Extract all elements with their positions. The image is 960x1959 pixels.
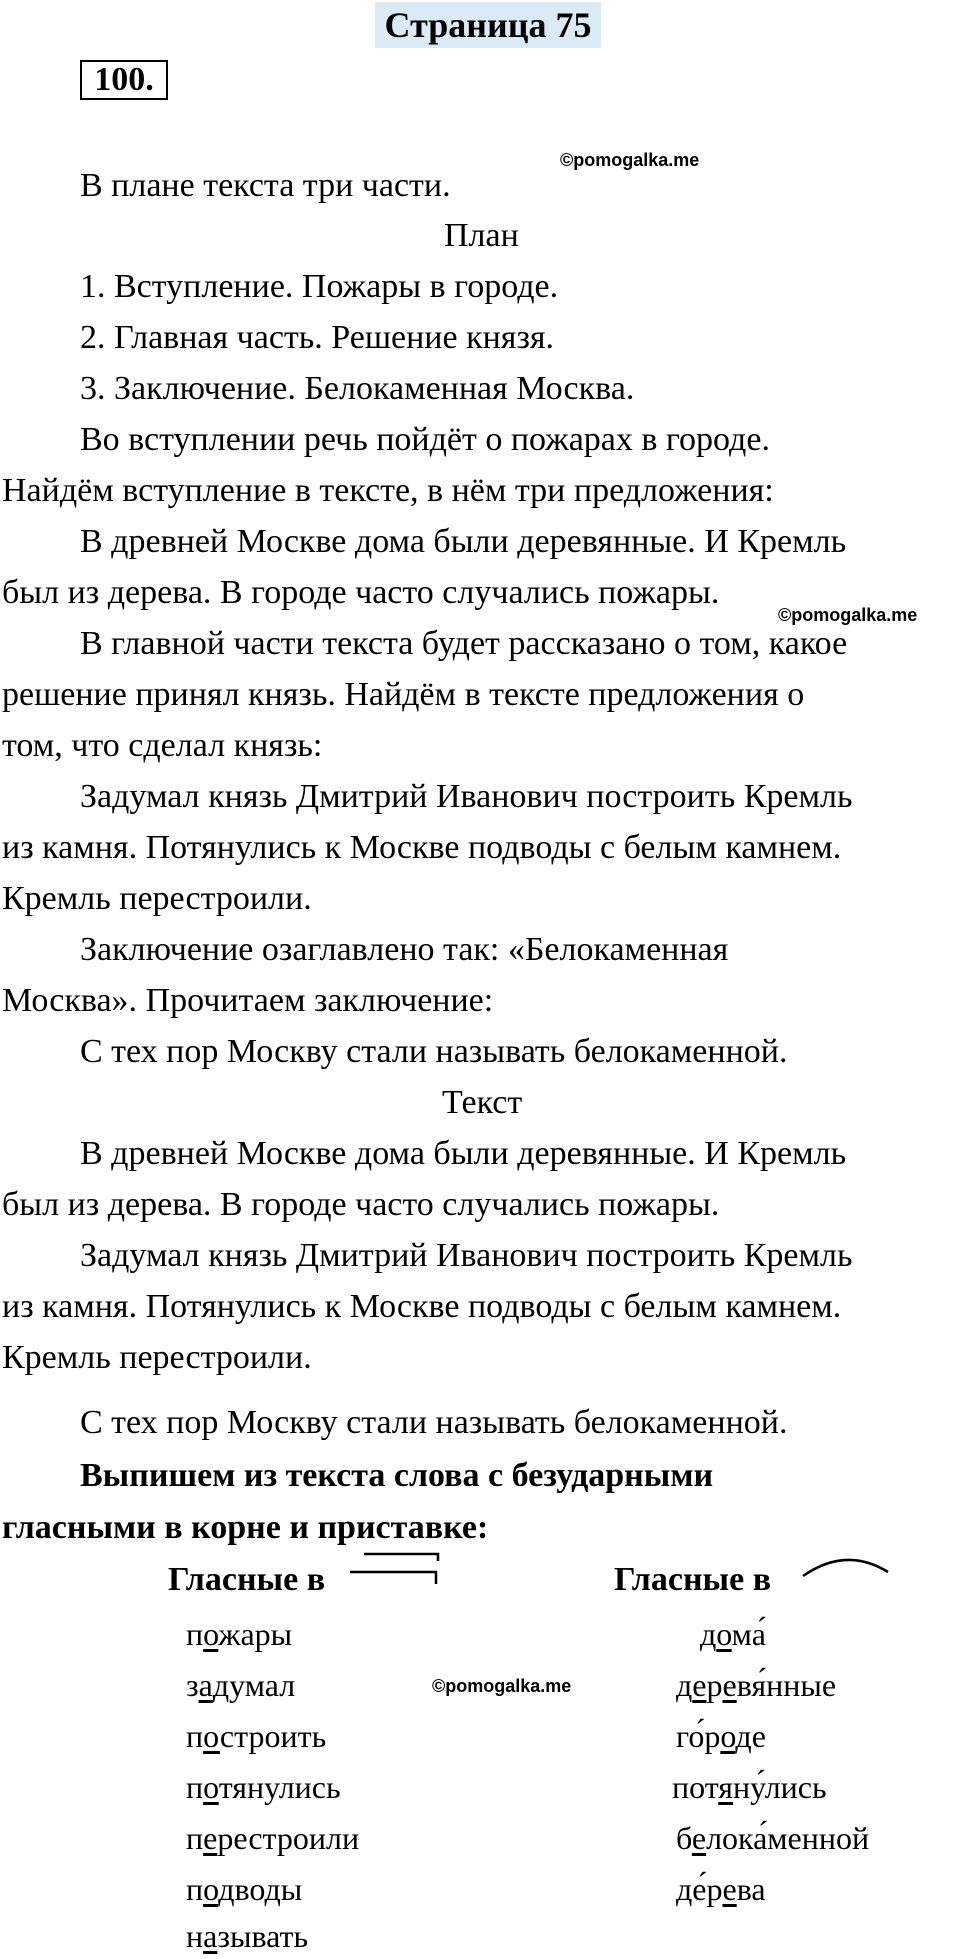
instruction-line: Выпишем из текста слова с безударными	[80, 1457, 714, 1494]
text-line: Москва». Прочитаем заключение:	[2, 982, 494, 1019]
root-word: белока́менной	[676, 1820, 870, 1856]
root-column-header: Гласные в	[614, 1561, 772, 1598]
text-line: был из дерева. В городе часто случались пожары.	[2, 1186, 720, 1223]
plan-heading: План	[444, 217, 519, 254]
text-line: Кремль перестроили.	[2, 880, 312, 917]
text-line: Задумал князь Дмитрий Иванович построить Кремль	[80, 778, 853, 815]
plan-item: 2. Главная часть. Решение князя.	[80, 319, 555, 356]
text-line: В плане текста три части.	[80, 167, 451, 204]
text-line: Заключение озаглавлено так: «Белокаменная	[80, 931, 729, 968]
text-line: из камня. Потянулись к Москве подводы с белым камнем.	[2, 829, 842, 866]
prefix-word: задумал	[186, 1667, 296, 1703]
root-word: потяну́лись	[672, 1769, 827, 1805]
text-line: решение принял князь. Найдём в тексте предложения о	[2, 676, 805, 713]
watermark: ©pomogalka.me	[778, 605, 918, 625]
watermark: ©pomogalka.me	[432, 1676, 572, 1696]
prefix-column-header: Гласные в	[168, 1561, 326, 1598]
root-symbol-icon	[800, 1550, 892, 1580]
prefix-symbol-icon	[348, 1566, 440, 1586]
task-number: 100.	[80, 60, 168, 100]
root-word: де́рева	[676, 1871, 766, 1907]
prefix-symbol-icon	[362, 1548, 442, 1562]
watermark: ©pomogalka.me	[560, 150, 700, 170]
text-line: из камня. Потянулись к Москве подводы с белым камнем.	[2, 1288, 842, 1325]
prefix-word: подводы	[186, 1871, 303, 1907]
text-line: Кремль перестроили.	[2, 1339, 312, 1376]
root-word: дома́	[700, 1616, 766, 1652]
text-line: С тех пор Москву стали называть белокаменной.	[80, 1033, 788, 1070]
root-word: го́роде	[676, 1718, 766, 1754]
instruction-line: гласными в корне и приставке:	[2, 1509, 489, 1546]
text-line: Во вступлении речь пойдёт о пожарах в городе.	[80, 421, 770, 458]
text-line: был из дерева. В городе часто случались пожары.	[2, 574, 720, 611]
prefix-word: называть	[186, 1918, 309, 1954]
root-word: деревя́нные	[676, 1667, 837, 1703]
text-line: Задумал князь Дмитрий Иванович построить Кремль	[80, 1237, 853, 1274]
page-title: Страница 75	[375, 2, 601, 48]
text-line: В древней Москве дома были деревянные. И Кремль	[80, 1135, 847, 1172]
prefix-word: потянулись	[186, 1769, 341, 1805]
plan-item: 1. Вступление. Пожары в городе.	[80, 268, 559, 305]
text-line: С тех пор Москву стали называть белокаменной.	[80, 1404, 788, 1441]
text-line: Найдём вступление в тексте, в нём три предложения:	[2, 472, 774, 509]
prefix-word: пожары	[186, 1616, 293, 1652]
plan-item: 3. Заключение. Белокаменная Москва.	[80, 370, 635, 407]
text-line: В древней Москве дома были деревянные. И Кремль	[80, 523, 847, 560]
prefix-word: перестроили	[186, 1820, 360, 1856]
text-heading: Текст	[442, 1084, 523, 1121]
text-line: том, что сделал князь:	[2, 727, 323, 764]
prefix-word: построить	[186, 1718, 327, 1754]
text-line: В главной части текста будет рассказано о том, какое	[80, 625, 848, 662]
